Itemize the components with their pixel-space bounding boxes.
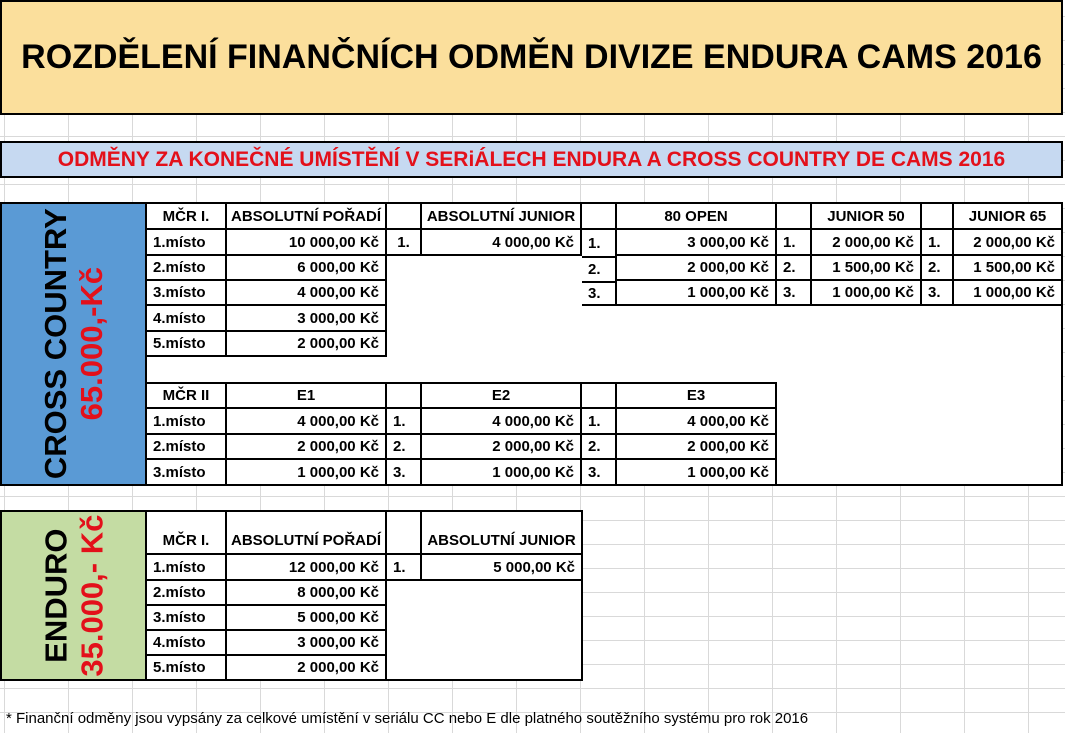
empty-cell[interactable] — [777, 204, 812, 230]
absolute-value[interactable]: 6 000,00 Kč — [227, 256, 387, 281]
place-label[interactable]: 3.místo — [147, 606, 227, 631]
junior65-value[interactable]: 1 500,00 Kč — [954, 256, 1061, 281]
rank-label[interactable]: 2. — [922, 256, 954, 281]
junior65-header[interactable]: JUNIOR 65 — [954, 204, 1061, 230]
cross-country-label-cell[interactable] — [0, 202, 147, 486]
rank-label[interactable]: 3. — [922, 281, 954, 306]
e2-header[interactable]: E2 — [422, 382, 582, 409]
absolute-value[interactable]: 10 000,00 Kč — [227, 230, 387, 256]
enduro-absolute-value[interactable]: 5 000,00 Kč — [227, 606, 387, 631]
place-label[interactable]: 1.místo — [147, 409, 227, 435]
open80-header[interactable]: 80 OPEN — [617, 204, 777, 230]
rank-label[interactable]: 3. — [582, 281, 617, 306]
page-title: ROZDĚLENÍ FINANČNÍCH ODMĚN DIVIZE ENDURA CAMS 2016 — [0, 0, 1063, 115]
junior50-header[interactable]: JUNIOR 50 — [812, 204, 922, 230]
rank-label[interactable]: 1. — [777, 228, 812, 256]
open80-value[interactable]: 2 000,00 Kč — [617, 256, 777, 281]
empty-cell[interactable] — [922, 204, 954, 230]
rank-label[interactable]: 1. — [387, 555, 422, 581]
e3-value[interactable]: 1 000,00 Kč — [617, 460, 777, 484]
enduro-junior-value[interactable]: 5 000,00 Kč — [422, 555, 581, 581]
place-label[interactable]: 4.místo — [147, 631, 227, 656]
open80-value[interactable]: 1 000,00 Kč — [617, 281, 777, 306]
absolute-value[interactable]: 4 000,00 Kč — [227, 281, 387, 306]
section-subtitle: ODMĚNY ZA KONEČNÉ UMÍSTĚNÍ V SERiÁLECH ENDURA A CROSS COUNTRY DE CAMS 2016 — [0, 141, 1063, 178]
place-label[interactable]: 3.místo — [147, 281, 227, 306]
rank-label[interactable]: 2. — [582, 256, 617, 281]
empty-cell[interactable] — [387, 382, 422, 409]
e2-value[interactable]: 1 000,00 Kč — [422, 460, 582, 484]
junior65-value[interactable]: 2 000,00 Kč — [954, 230, 1061, 256]
empty-cell[interactable] — [582, 204, 617, 230]
place-label[interactable]: 5.místo — [147, 656, 227, 679]
enduro-absolute-value[interactable]: 8 000,00 Kč — [227, 581, 387, 606]
enduro-absolute-value[interactable]: 2 000,00 Kč — [227, 656, 387, 679]
enduro-amount: 35.000,- Kč — [73, 514, 109, 677]
place-label[interactable]: 5.místo — [147, 332, 227, 357]
rank-label[interactable]: 2. — [777, 256, 812, 281]
enduro-absolute-value[interactable]: 3 000,00 Kč — [227, 631, 387, 656]
place-label[interactable]: 1.místo — [147, 555, 227, 581]
place-label[interactable]: 2.místo — [147, 435, 227, 460]
e1-value[interactable]: 2 000,00 Kč — [227, 435, 387, 460]
rank-label[interactable]: 3. — [387, 460, 422, 484]
mcr1-header[interactable]: MČR I. — [147, 204, 227, 230]
empty-cell[interactable] — [387, 512, 422, 555]
junior65-value[interactable]: 1 000,00 Kč — [954, 281, 1061, 306]
place-label[interactable]: 4.místo — [147, 306, 227, 332]
e1-value[interactable]: 1 000,00 Kč — [227, 460, 387, 484]
place-label[interactable]: 2.místo — [147, 256, 227, 281]
e3-value[interactable]: 4 000,00 Kč — [617, 409, 777, 435]
rank-label[interactable]: 3. — [777, 281, 812, 306]
rank-label[interactable]: 1. — [922, 228, 954, 256]
absolute-header[interactable]: ABSOLUTNÍ POŘADÍ — [227, 204, 387, 230]
junior50-value[interactable]: 1 000,00 Kč — [812, 281, 922, 306]
open80-value[interactable]: 3 000,00 Kč — [617, 230, 777, 256]
place-label[interactable]: 1.místo — [147, 230, 227, 256]
absolute-value[interactable]: 3 000,00 Kč — [227, 306, 387, 332]
enduro-header[interactable]: MČR I. — [147, 512, 227, 555]
e3-header[interactable]: E3 — [617, 382, 777, 409]
place-label[interactable]: 2.místo — [147, 581, 227, 606]
enduro-label-cell[interactable] — [0, 510, 147, 681]
e2-value[interactable]: 4 000,00 Kč — [422, 409, 582, 435]
rank-label[interactable]: 1. — [387, 230, 422, 256]
junior50-value[interactable]: 2 000,00 Kč — [812, 230, 922, 256]
enduro-junior-header[interactable]: ABSOLUTNÍ JUNIOR — [422, 512, 581, 555]
empty-cell[interactable] — [582, 382, 617, 409]
rank-label[interactable]: 1. — [582, 228, 617, 256]
e3-value[interactable]: 2 000,00 Kč — [617, 435, 777, 460]
e1-value[interactable]: 4 000,00 Kč — [227, 409, 387, 435]
rank-label[interactable]: 2. — [582, 435, 617, 460]
cross-country-amount: 65.000,-Kč — [73, 267, 109, 421]
cross-country-label: CROSS COUNTRY — [37, 208, 73, 480]
rank-label[interactable]: 1. — [387, 409, 422, 435]
enduro-absolute-value[interactable]: 12 000,00 Kč — [227, 555, 387, 581]
junior50-value[interactable]: 1 500,00 Kč — [812, 256, 922, 281]
junior-value[interactable]: 4 000,00 Kč — [422, 230, 582, 256]
e1-header[interactable]: E1 — [227, 382, 387, 409]
place-label[interactable]: 3.místo — [147, 460, 227, 484]
rank-label[interactable]: 1. — [582, 409, 617, 435]
enduro-absolute-header[interactable]: ABSOLUTNÍ POŘADÍ — [227, 512, 387, 555]
empty-cell[interactable] — [387, 204, 422, 230]
absolute-value[interactable]: 2 000,00 Kč — [227, 332, 387, 357]
enduro-label: ENDURO — [37, 528, 73, 663]
rank-label[interactable]: 3. — [582, 460, 617, 484]
junior-header[interactable]: ABSOLUTNÍ JUNIOR — [422, 204, 582, 230]
footnote: * Finanční odměny jsou vypsány za celkové umístění v seriálu CC nebo E dle platného soutěžního systému pro rok 2016 — [6, 710, 809, 727]
e2-value[interactable]: 2 000,00 Kč — [422, 435, 582, 460]
mcr2-header[interactable]: MČR II — [147, 382, 227, 409]
rank-label[interactable]: 2. — [387, 435, 422, 460]
